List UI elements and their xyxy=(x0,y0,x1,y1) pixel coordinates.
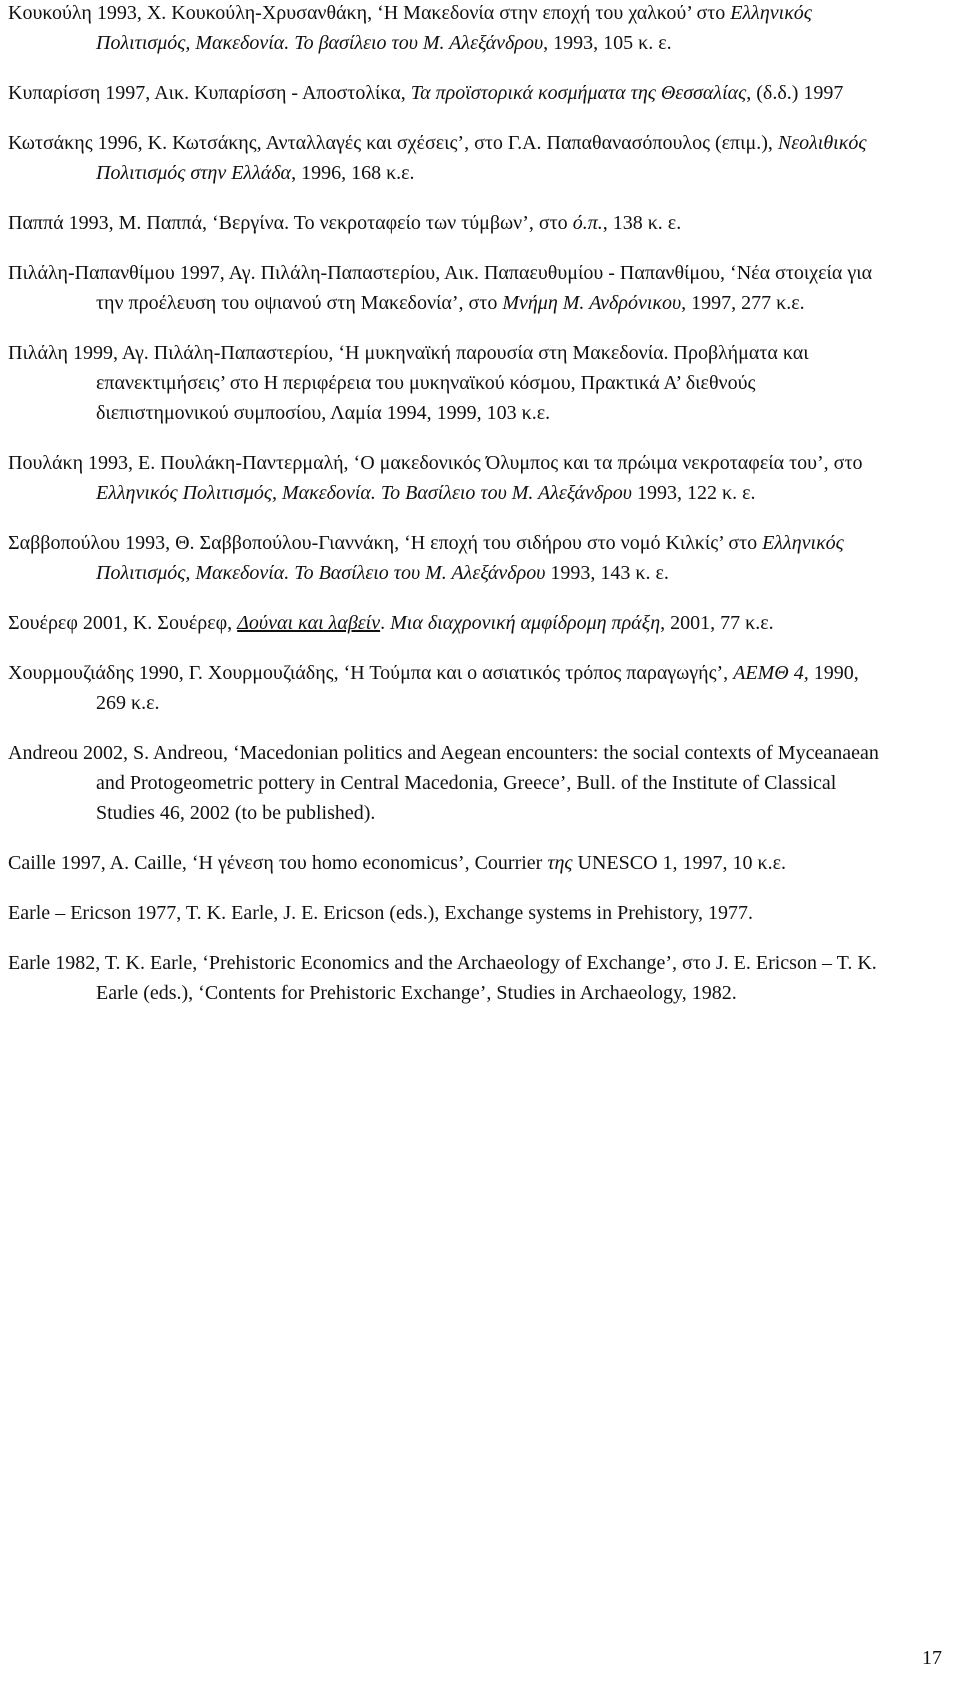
reference-text: Andreou 2002, S. Andreou, ‘Macedonian politics and Aegean encounters: the social contexts of Myceanaean and Protogeometric pottery in Central Macedonia, Greece’, Bull. of the Institute of Classical Studies 46, 2002 (to be published). xyxy=(8,742,884,824)
page-number: 17 xyxy=(922,1647,942,1669)
reference-text: Παππά 1993, Μ. Παππά, ‘Βεργίνα. Το νεκροταφείο των τύμβων’, στο xyxy=(8,212,573,234)
bibliography-list xyxy=(8,0,888,1008)
reference-entry xyxy=(8,948,888,1008)
reference-title-italic: ό.π. xyxy=(572,212,603,234)
reference-text: UNESCO 1, 1997, 10 κ.ε. xyxy=(572,852,787,874)
reference-title-italic: Δούναι και λαβείν xyxy=(237,612,381,634)
reference-text: Earle 1982, T. K. Earle, ‘Prehistoric Economics and the Archaeology of Exchange’, στο J. E. Ericson – T. K. Earle (eds.), ‘Contents for Prehistoric Exchange’, Studies in Archaeology, 1982. xyxy=(8,952,882,1004)
reference-title-italic: Μνήμη Μ. Ανδρόνικου, xyxy=(502,292,687,314)
reference-entry xyxy=(8,338,888,428)
reference-text: 1993, 143 κ. ε. xyxy=(545,562,669,584)
reference-title-italic: Τα προϊστορικά κοσμήματα της Θεσσαλίας xyxy=(410,82,747,104)
reference-text: , 1993, 105 κ. ε. xyxy=(543,32,672,54)
reference-text: , (δ.δ.) 1997 xyxy=(746,82,844,104)
reference-text: , 138 κ. ε. xyxy=(602,212,682,234)
reference-entry xyxy=(8,448,888,508)
reference-text: Πουλάκη 1993, Ε. Πουλάκη-Παντερμαλή, ‘Ο μακεδονικός Όλυμπος και τα πρώιμα νεκροταφεία του’, στο xyxy=(8,452,868,474)
reference-entry xyxy=(8,848,888,878)
reference-text: 1990, 269 κ.ε. xyxy=(96,662,864,714)
reference-entry xyxy=(8,898,888,928)
reference-text: Χουρμουζιάδης 1990, Γ. Χουρμουζιάδης, ‘Η Τούμπα και ο ασιατικός τρόπος παραγωγής’, xyxy=(8,662,734,684)
reference-text: Earle – Ericson 1977, T. K. Earle, J. E. Ericson (eds.), Exchange systems in Prehistory, 1977. xyxy=(8,902,754,924)
reference-title-italic: Ελληνικός Πολιτισμός, Μακεδονία. Το Βασίλειο του Μ. Αλεξάνδρου xyxy=(96,532,849,584)
reference-entry xyxy=(8,738,888,828)
reference-entry xyxy=(8,658,888,718)
reference-title-italic: Μια διαχρονική αμφίδρομη πράξη xyxy=(390,612,661,634)
reference-entry xyxy=(8,128,888,188)
reference-entry xyxy=(8,258,888,318)
reference-text: 1997, 277 κ.ε. xyxy=(686,292,805,314)
reference-text: Πιλάλη-Παπανθίμου 1997, Αγ. Πιλάλη-Παπαστερίου, Αικ. Παπαευθυμίου - Παπανθίμου, ‘Νέα στοιχεία για την προέλευση του οψιανού στη Μακεδονία’, στο xyxy=(8,262,878,314)
reference-entry xyxy=(8,0,888,58)
reference-text: . xyxy=(380,612,391,634)
reference-title-italic: Ελληνικός Πολιτισμός, Μακεδονία. Το Βασίλειο του Μ. Αλεξάνδρου xyxy=(96,482,632,504)
document-page xyxy=(8,0,888,1028)
reference-text: Κωτσάκης 1996, Κ. Κωτσάκης, Ανταλλαγές και σχέσεις’, στο Γ.Α. Παπαθανασόπουλος (επιμ.), xyxy=(8,132,778,154)
reference-text: , 2001, 77 κ.ε. xyxy=(660,612,774,634)
reference-text: , 1996, 168 κ.ε. xyxy=(291,162,415,184)
reference-entry xyxy=(8,208,888,238)
reference-text: Πιλάλη 1999, Αγ. Πιλάλη-Παπαστερίου, ‘Η μυκηναϊκή παρουσία στη Μακεδονία. Προβλήματα και επανεκτιμήσεις’ στο Η περιφέρεια του μυκηναϊκού κόσμου, Πρακτικά Α’ διεθνούς διεπιστημονικού συμποσίου, Λαμία 1994, 1999, 103 κ.ε. xyxy=(8,342,814,424)
reference-text: Σαββοπούλου 1993, Θ. Σαββοπούλου-Γιαννάκη, ‘Η εποχή του σιδήρου στο νομό Κιλκίς’ στο xyxy=(8,532,763,554)
reference-entry xyxy=(8,608,888,638)
reference-text: Σουέρεφ 2001, Κ. Σουέρεφ, xyxy=(8,612,238,634)
reference-text: Caille 1997, A. Caille, ‘Η γένεση του homo economicus’, Courrier xyxy=(8,852,548,874)
reference-entry xyxy=(8,78,888,108)
reference-text: 1993, 122 κ. ε. xyxy=(632,482,756,504)
reference-text: Κουκούλη 1993, Χ. Κουκούλη-Χρυσανθάκη, ‘Η Μακεδονία στην εποχή του χαλκού’ στο xyxy=(8,2,731,24)
reference-title-italic: Ελληνικός Πολιτισμός, Μακεδονία. Το βασίλειο του Μ. Αλεξάνδρου xyxy=(96,2,817,54)
reference-text: Κυπαρίσση 1997, Αικ. Κυπαρίσση - Αποστολίκα, xyxy=(8,82,411,104)
reference-title-italic: Νεολιθικός Πολιτισμός στην Ελλάδα xyxy=(96,132,872,184)
reference-title-italic: της xyxy=(547,852,573,874)
reference-title-italic: ΑΕΜΘ 4, xyxy=(733,662,809,684)
reference-entry xyxy=(8,528,888,588)
